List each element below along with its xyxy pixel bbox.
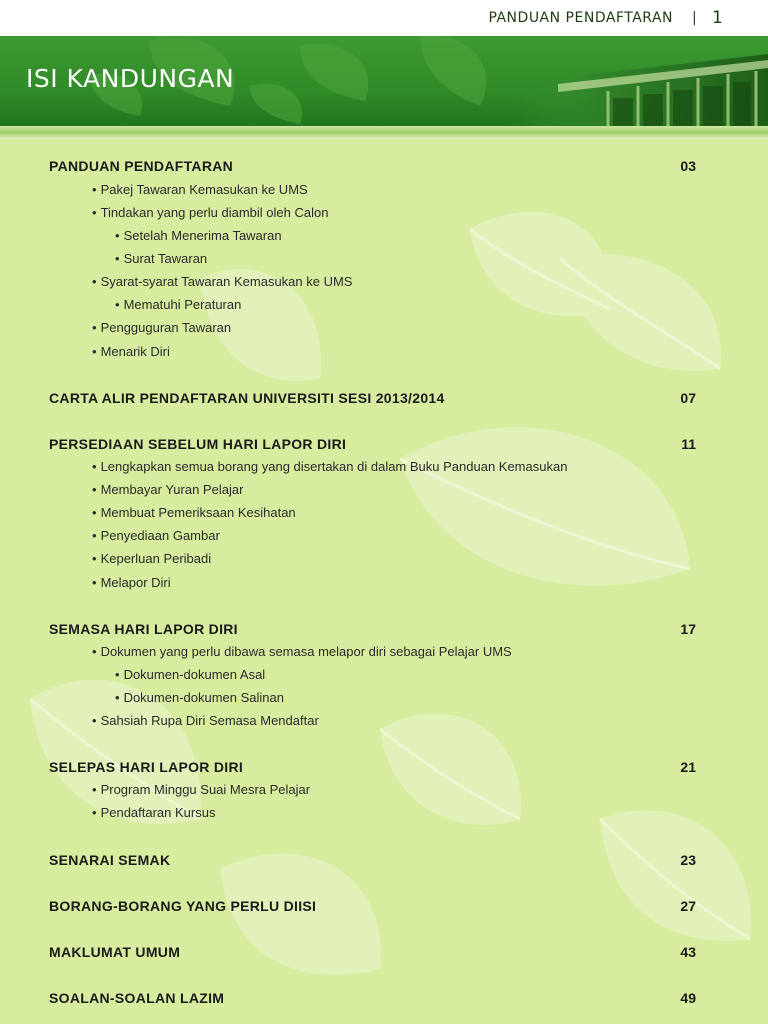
toc-section[interactable] (49, 852, 699, 872)
toc-sub-item: • Program Minggu Suai Mesra Pelajar (92, 782, 310, 797)
title-banner (0, 36, 768, 139)
section-title: SENARAI SEMAK (49, 852, 171, 868)
toc-sub-item: • Syarat-syarat Tawaran Kemasukan ke UMS (92, 274, 352, 289)
toc-section[interactable] (49, 436, 699, 456)
toc-page-body (0, 139, 768, 1024)
section-page-number: 03 (680, 158, 696, 174)
toc-section[interactable] (49, 898, 699, 918)
section-title: CARTA ALIR PENDAFTARAN UNIVERSITI SESI 2013/2014 (49, 390, 445, 406)
toc-sub-item: • Pakej Tawaran Kemasukan ke UMS (92, 182, 308, 197)
section-page-number: 27 (680, 898, 696, 914)
section-page-number: 43 (680, 944, 696, 960)
toc-sub-item: • Lengkapkan semua borang yang disertakan di dalam Buku Panduan Kemasukan (92, 459, 567, 474)
header-title: PANDUAN PENDAFTARAN (488, 10, 673, 26)
toc-section[interactable] (49, 944, 699, 964)
section-title: SEMASA HARI LAPOR DIRI (49, 621, 238, 637)
toc-sub-sub-item: • Dokumen-dokumen Asal (115, 667, 265, 682)
section-title: BORANG-BORANG YANG PERLU DIISI (49, 898, 317, 914)
toc-sub-item: • Melapor Diri (92, 575, 171, 590)
page-number: 1 (712, 8, 723, 28)
toc-section[interactable] (49, 158, 699, 178)
toc-sub-item: • Sahsiah Rupa Diri Semasa Mendaftar (92, 713, 319, 728)
toc-sub-item: • Tindakan yang perlu diambil oleh Calon (92, 205, 328, 220)
page-header (0, 0, 768, 36)
toc-sub-item: • Pengguguran Tawaran (92, 320, 231, 335)
toc-sub-sub-item: • Surat Tawaran (115, 251, 207, 266)
toc-sub-item: • Penyediaan Gambar (92, 528, 220, 543)
section-title: SOALAN-SOALAN LAZIM (49, 990, 225, 1006)
toc-sub-item: • Membuat Pemeriksaan Kesihatan (92, 505, 296, 520)
section-title: MAKLUMAT UMUM (49, 944, 181, 960)
table-of-contents (0, 139, 768, 1024)
section-title: PANDUAN PENDAFTARAN (49, 158, 234, 174)
toc-section[interactable] (49, 390, 699, 410)
section-page-number: 21 (680, 759, 696, 775)
toc-sub-item: • Keperluan Peribadi (92, 551, 211, 566)
building-illustration (518, 36, 768, 139)
toc-sub-item: • Dokumen yang perlu dibawa semasa melapor diri sebagai Pelajar UMS (92, 644, 512, 659)
section-page-number: 07 (680, 390, 696, 406)
section-page-number: 23 (680, 852, 696, 868)
section-title: SELEPAS HARI LAPOR DIRI (49, 759, 244, 775)
section-page-number: 49 (680, 990, 696, 1006)
section-page-number: 17 (680, 621, 696, 637)
page-title: ISI KANDUNGAN (26, 64, 235, 93)
toc-section[interactable] (49, 990, 699, 1010)
toc-section[interactable] (49, 621, 699, 641)
toc-sub-item: • Menarik Diri (92, 344, 170, 359)
toc-sub-item: • Pendaftaran Kursus (92, 805, 215, 820)
toc-sub-item: • Membayar Yuran Pelajar (92, 482, 243, 497)
toc-sub-sub-item: • Setelah Menerima Tawaran (115, 228, 282, 243)
banner-divider (0, 126, 768, 139)
section-title: PERSEDIAAN SEBELUM HARI LAPOR DIRI (49, 436, 347, 452)
toc-sub-sub-item: • Dokumen-dokumen Salinan (115, 690, 284, 705)
toc-section[interactable] (49, 759, 699, 779)
toc-sub-sub-item: • Mematuhi Peraturan (115, 297, 241, 312)
header-separator: | (692, 10, 697, 26)
section-page-number: 11 (681, 436, 696, 452)
